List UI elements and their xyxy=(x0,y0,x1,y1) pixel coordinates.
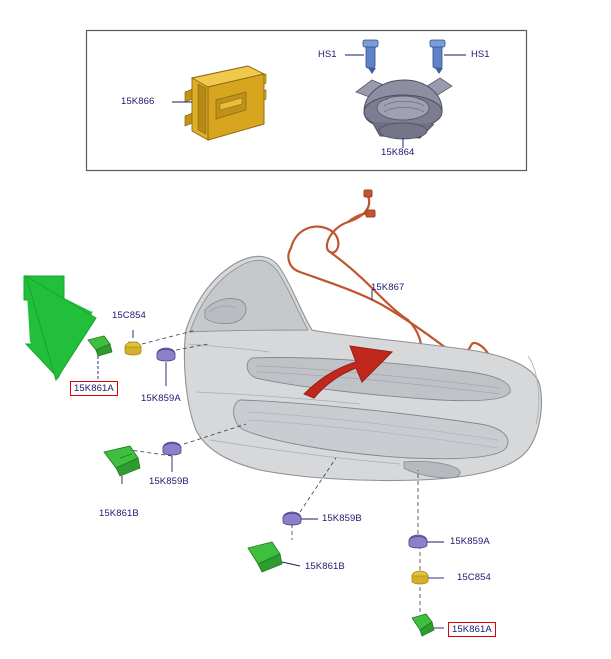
bracket-15K861A-right xyxy=(412,614,444,636)
label-15K861A-right: 15K861A xyxy=(448,622,496,637)
bracket-15K861B-left xyxy=(104,446,140,484)
label-15K861B-center: 15K861B xyxy=(305,561,345,572)
label-15C854-left: 15C854 xyxy=(112,310,146,321)
sensor-15K859A-left xyxy=(157,348,175,386)
label-15K859B-center: 15K859B xyxy=(322,513,362,524)
sensor-15K859B-center xyxy=(283,512,318,525)
label-hs1-right: HS1 xyxy=(471,49,490,60)
label-hs1-left: HS1 xyxy=(318,49,337,60)
retainer-15C854-left xyxy=(125,330,141,355)
sensor-15K859B-left xyxy=(163,442,181,472)
label-15K859A-left: 15K859A xyxy=(141,393,181,404)
retainer-15C854-right xyxy=(412,571,444,584)
label-15K867: 15K867 xyxy=(371,282,405,293)
label-15K861A-left: 15K861A xyxy=(70,381,118,396)
label-15K859B-left: 15K859B xyxy=(149,476,189,487)
label-15C854-right: 15C854 xyxy=(457,572,491,583)
label-15K864: 15K864 xyxy=(381,147,415,158)
sensor-15K859A-right xyxy=(409,535,444,548)
bracket-15K861A-left xyxy=(88,336,112,384)
label-15K866: 15K866 xyxy=(121,96,155,107)
label-15K861B-left: 15K861B xyxy=(99,508,139,519)
label-15K859A-right: 15K859A xyxy=(450,536,490,547)
bracket-15K861B-center xyxy=(248,542,300,572)
